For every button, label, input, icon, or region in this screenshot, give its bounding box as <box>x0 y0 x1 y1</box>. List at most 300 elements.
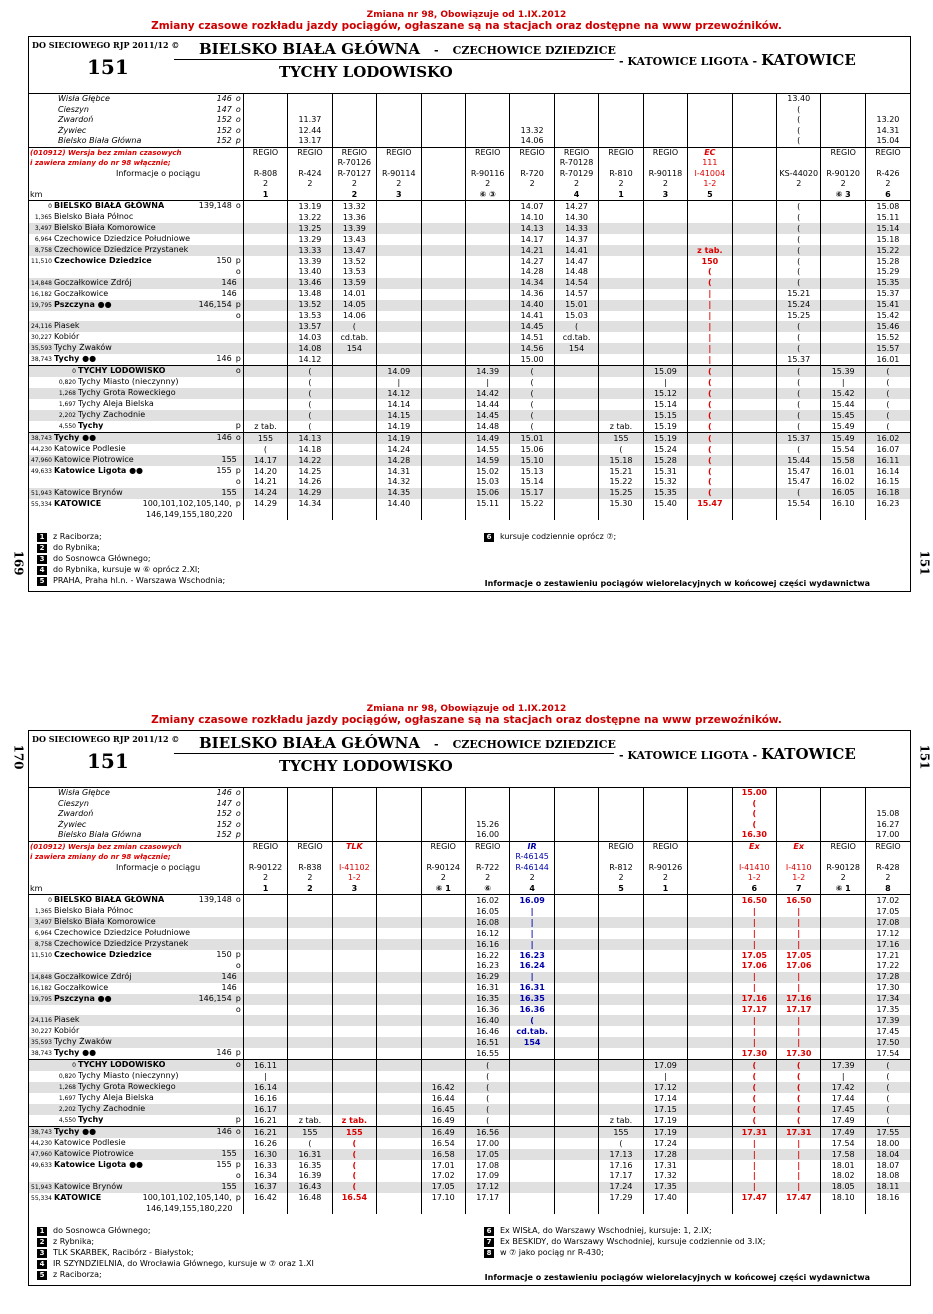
arr-dep: p <box>235 1115 241 1124</box>
time-cell: | <box>465 377 509 388</box>
km-value: 30,227 <box>31 334 52 341</box>
time-cell: 16.23 <box>465 961 509 972</box>
station-cell <box>29 201 243 213</box>
time-cell <box>332 961 376 972</box>
route-via: - KATOWICE LIGOTA - <box>619 55 758 68</box>
time-cell: 17.40 <box>643 1193 687 1204</box>
train-no0 <box>821 852 865 863</box>
origin-name: Bielsko Biała Główna <box>58 830 142 840</box>
origin-time: 16.27 <box>865 820 910 831</box>
time-cell <box>421 300 465 311</box>
time-cell <box>599 332 643 343</box>
time-cell: 14.39 <box>465 366 509 378</box>
station-ref <box>221 289 240 299</box>
station-name: Goczałkowice Zdrój <box>54 277 132 287</box>
km-value: 0,820 <box>58 1073 76 1080</box>
time-cell: 154 <box>332 343 376 354</box>
time-cell <box>510 1104 554 1115</box>
station-cell <box>29 928 243 939</box>
station-cell <box>29 433 243 445</box>
time-cell: ( <box>865 1060 910 1072</box>
time-cell: 15.57 <box>865 343 910 354</box>
time-cell: ( <box>777 1115 821 1127</box>
time-cell <box>288 1015 332 1026</box>
time-cell: 15.35 <box>865 278 910 289</box>
station-name: Tychy Miasto (nieczynny) <box>78 377 179 386</box>
train-header-row <box>29 873 910 884</box>
origin-time <box>510 820 554 831</box>
time-cell <box>243 366 287 378</box>
time-cell: 15.49 <box>821 433 865 445</box>
station-cell <box>29 1005 243 1016</box>
time-cell <box>465 343 509 354</box>
station-name: Katowice Piotrowice <box>54 1149 134 1158</box>
origin-time: ( <box>732 820 776 831</box>
footnote-text: do Rybnika; <box>53 543 100 552</box>
empty-cell <box>465 510 509 521</box>
train-fn: 8 <box>865 884 910 895</box>
time-cell <box>821 983 865 994</box>
time-cell <box>332 939 376 950</box>
time-cell <box>821 939 865 950</box>
time-cell: 15.46 <box>865 321 910 332</box>
km-value: 8,758 <box>34 247 52 254</box>
time-cell <box>465 256 509 267</box>
origin-time <box>554 94 598 105</box>
ref-tables: 146 <box>216 1127 232 1136</box>
station-name: Piasek <box>54 1015 80 1024</box>
origin-time <box>599 799 643 810</box>
km-value: 44,230 <box>31 446 52 453</box>
station-ref <box>232 366 241 376</box>
time-cell <box>288 939 332 950</box>
train-cat: Ex <box>777 841 821 852</box>
katowice-refs <box>29 1204 243 1215</box>
time-cell <box>243 1005 287 1016</box>
time-cell <box>554 466 598 477</box>
time-cell: 13.29 <box>288 234 332 245</box>
time-cell: 17.28 <box>865 972 910 983</box>
train-cls <box>732 179 776 190</box>
km-value: 1,365 <box>34 214 52 221</box>
time-cell <box>554 1115 598 1127</box>
time-cell <box>421 950 465 961</box>
train-no0: 111 <box>688 158 732 169</box>
time-cell <box>377 1082 421 1093</box>
time-cell: ( <box>510 1015 554 1026</box>
time-cell: 17.30 <box>777 1048 821 1060</box>
origin-time: 14.06 <box>510 136 554 147</box>
km-value: 38,743 <box>31 1129 52 1136</box>
time-cell <box>332 444 376 455</box>
origin-time <box>421 94 465 105</box>
time-cell <box>643 311 687 322</box>
time-cell <box>643 223 687 234</box>
origin-name: Cieszyn <box>58 798 89 808</box>
station-cell <box>29 466 243 477</box>
station-ref <box>232 267 241 277</box>
station-ref <box>237 444 241 454</box>
train-cls: 2 <box>288 179 332 190</box>
train-header-row <box>29 158 910 169</box>
time-cell: 13.40 <box>288 267 332 278</box>
time-cell <box>599 377 643 388</box>
time-cell: 155 <box>599 433 643 445</box>
km-value: 11,510 <box>31 258 52 265</box>
origin-time <box>465 94 509 105</box>
time-cell <box>732 343 776 354</box>
time-cell <box>732 311 776 322</box>
time-cell <box>288 1082 332 1093</box>
origin-time <box>554 115 598 126</box>
time-cell <box>732 377 776 388</box>
time-cell: 17.05 <box>465 1149 509 1160</box>
time-cell: | <box>732 1138 776 1149</box>
time-cell <box>332 455 376 466</box>
time-cell <box>643 289 687 300</box>
origin-ref <box>217 105 241 115</box>
origin-time <box>554 799 598 810</box>
time-cell: ( <box>510 388 554 399</box>
origin-time <box>421 126 465 137</box>
time-cell <box>377 1060 421 1072</box>
train-fn: 4 <box>510 884 554 895</box>
time-cell <box>732 300 776 311</box>
time-cell <box>688 1093 732 1104</box>
train-cat: IR <box>510 841 554 852</box>
origin-time <box>243 820 287 831</box>
station-cell <box>29 234 243 245</box>
time-cell: ( <box>688 477 732 488</box>
origin-time: 17.00 <box>865 830 910 841</box>
origin-time <box>377 126 421 137</box>
arr-dep: p <box>235 1192 241 1202</box>
time-cell: | <box>643 377 687 388</box>
arr-dep: o <box>235 819 241 829</box>
empty-cell <box>777 1204 821 1215</box>
station-row <box>29 332 910 343</box>
origin-time <box>688 809 732 820</box>
station-cell <box>29 321 243 332</box>
station-row <box>29 433 910 445</box>
train-cls: 2 <box>821 873 865 884</box>
time-cell <box>510 1171 554 1182</box>
km-value: 47,960 <box>31 1151 52 1158</box>
time-cell <box>554 972 598 983</box>
station-ref <box>237 234 241 244</box>
footnote <box>484 1236 765 1247</box>
time-cell: | <box>688 343 732 354</box>
time-cell <box>554 1093 598 1104</box>
time-cell: 14.18 <box>288 444 332 455</box>
time-cell <box>688 939 732 950</box>
time-cell <box>732 366 776 378</box>
time-cell <box>377 1048 421 1060</box>
time-cell <box>243 939 287 950</box>
time-cell <box>688 972 732 983</box>
time-cell <box>421 1071 465 1082</box>
time-cell <box>732 488 776 499</box>
station-name: Piasek <box>54 321 80 330</box>
time-cell: 17.31 <box>643 1160 687 1171</box>
origin-time <box>243 799 287 810</box>
ref-tables: 146 <box>216 788 232 797</box>
time-cell <box>821 1015 865 1026</box>
station-name: Bielsko Biała Komorowice <box>54 917 156 926</box>
origin-time: ( <box>777 136 821 147</box>
km-value: 1,268 <box>58 390 76 397</box>
time-cell <box>643 300 687 311</box>
train-fn: ⑥ 1 <box>821 884 865 895</box>
time-cell <box>599 1082 643 1093</box>
origin-time <box>421 136 465 147</box>
origin-time <box>599 788 643 799</box>
time-cell <box>465 267 509 278</box>
time-cell: 15.13 <box>510 466 554 477</box>
station-cell <box>29 289 243 300</box>
bottom-info: Informacje o zestawieniu pociągów wielorelacyjnych w końcowej części wydawnictwa <box>484 1273 870 1282</box>
time-cell: 16.49 <box>421 1115 465 1127</box>
time-cell <box>554 1104 598 1115</box>
time-cell: | <box>688 289 732 300</box>
train-fn: 1 <box>599 190 643 201</box>
time-cell <box>465 300 509 311</box>
time-cell: 14.35 <box>377 488 421 499</box>
empty-cell <box>554 1204 598 1215</box>
time-cell: 15.11 <box>465 499 509 510</box>
train-cls: 2 <box>777 179 821 190</box>
route-start: BIELSKO BIAŁA GŁÓWNA <box>199 40 420 58</box>
time-cell <box>732 388 776 399</box>
station-row <box>29 1127 910 1139</box>
time-cell <box>599 289 643 300</box>
origin-ref <box>217 115 241 125</box>
time-cell: ( <box>777 488 821 499</box>
time-cell <box>377 343 421 354</box>
origin-time <box>377 94 421 105</box>
arr-dep: o <box>235 267 241 276</box>
origin-time <box>332 105 376 116</box>
time-cell <box>332 1060 376 1072</box>
time-cell <box>732 455 776 466</box>
origin-time <box>643 788 687 799</box>
origin-time <box>288 94 332 105</box>
footnote-marker: 6 <box>484 1227 494 1236</box>
time-cell <box>332 1093 376 1104</box>
time-cell: 14.55 <box>465 444 509 455</box>
time-cell: 15.37 <box>865 289 910 300</box>
origin-name: Bielsko Biała Główna <box>58 136 142 146</box>
time-cell: 18.02 <box>821 1171 865 1182</box>
time-cell <box>421 455 465 466</box>
time-cell <box>243 1037 287 1048</box>
time-cell: ( <box>732 1071 776 1082</box>
time-cell: 13.48 <box>288 289 332 300</box>
time-cell: 13.33 <box>288 245 332 256</box>
time-cell: | <box>777 1149 821 1160</box>
time-cell <box>288 1104 332 1115</box>
time-cell: ( <box>599 1138 643 1149</box>
arr-dep: p <box>235 421 241 430</box>
time-cell <box>643 1015 687 1026</box>
time-cell <box>243 928 287 939</box>
time-cell: 13.43 <box>332 234 376 245</box>
origin-name: Zwardoń <box>58 809 94 819</box>
km-value: 16,182 <box>31 984 52 992</box>
km-value: 30,227 <box>31 1028 52 1035</box>
train-cat <box>777 147 821 158</box>
origin-time: ( <box>777 105 821 116</box>
train-cat: REGIO <box>510 147 554 158</box>
station-name: Czechowice Dziedzice <box>54 256 152 265</box>
time-cell <box>554 1048 598 1060</box>
time-cell <box>688 1060 732 1072</box>
time-cell: 17.02 <box>421 1171 465 1182</box>
station-name: Katowice Podlesie <box>54 444 126 453</box>
time-cell <box>288 961 332 972</box>
time-cell <box>688 1048 732 1060</box>
time-cell: 16.42 <box>243 1193 287 1204</box>
station-cell <box>29 1015 243 1026</box>
station-cell <box>29 983 243 994</box>
time-cell <box>599 972 643 983</box>
train-no0 <box>332 852 376 863</box>
time-cell <box>288 1071 332 1082</box>
origin-time: 11.37 <box>288 115 332 126</box>
time-cell: 14.34 <box>288 499 332 510</box>
station-cell <box>29 212 243 223</box>
time-cell: 14.48 <box>554 267 598 278</box>
train-no0 <box>465 158 509 169</box>
time-cell: 17.05 <box>865 906 910 917</box>
origin-time <box>243 136 287 147</box>
train-cat: REGIO <box>377 147 421 158</box>
origin-time <box>688 799 732 810</box>
time-cell: 16.14 <box>243 1082 287 1093</box>
origin-time <box>777 788 821 799</box>
train-fn <box>554 884 598 895</box>
time-cell: 16.43 <box>288 1182 332 1193</box>
train-header-row <box>29 190 910 201</box>
route-title-1 <box>199 734 616 752</box>
time-cell: 16.07 <box>865 444 910 455</box>
station-ref <box>232 477 241 487</box>
time-cell <box>643 354 687 366</box>
origin-time <box>554 830 598 841</box>
footnote-text: w ⑦ jako pociąg nr R-430; <box>500 1248 604 1257</box>
train-cat <box>421 147 465 158</box>
station-ref <box>199 994 241 1004</box>
time-cell: 14.42 <box>465 388 509 399</box>
time-cell: 17.42 <box>821 1082 865 1093</box>
station-cell <box>29 906 243 917</box>
time-cell: 17.12 <box>865 928 910 939</box>
time-cell <box>821 201 865 213</box>
origin-time <box>332 799 376 810</box>
origin-time <box>332 788 376 799</box>
origin-time <box>599 136 643 147</box>
time-cell: 17.05 <box>777 950 821 961</box>
time-cell <box>421 1005 465 1016</box>
time-cell <box>332 983 376 994</box>
time-cell: 16.48 <box>288 1193 332 1204</box>
header-label-text: i zawiera zmiany do nr 98 włącznie; <box>30 853 171 862</box>
time-cell: 16.14 <box>865 466 910 477</box>
time-cell: ( <box>777 444 821 455</box>
footnote <box>37 564 200 575</box>
train-fn <box>688 884 732 895</box>
time-cell: | <box>821 377 865 388</box>
time-cell: cd.tab. <box>554 332 598 343</box>
time-cell: 14.28 <box>510 267 554 278</box>
train-no: R-426 <box>865 169 910 180</box>
station-ref <box>237 245 241 255</box>
km-value: 0 <box>48 897 52 904</box>
origin-time <box>288 788 332 799</box>
origin-time: 13.40 <box>777 94 821 105</box>
time-cell: 17.14 <box>643 1093 687 1104</box>
station-name: Tychy <box>78 421 104 430</box>
time-cell: ( <box>777 421 821 433</box>
km-value: 38,743 <box>31 356 52 363</box>
station-name: Tychy ●● <box>54 1048 97 1057</box>
time-cell <box>599 950 643 961</box>
station-cell <box>29 961 243 972</box>
station-cell <box>29 1104 243 1115</box>
time-cell: 18.08 <box>865 1171 910 1182</box>
time-cell <box>643 245 687 256</box>
time-cell <box>643 972 687 983</box>
time-cell <box>821 343 865 354</box>
time-cell <box>554 388 598 399</box>
time-cell: ( <box>688 433 732 445</box>
station-row <box>29 212 910 223</box>
time-cell: 17.19 <box>643 1115 687 1127</box>
time-cell <box>377 300 421 311</box>
train-header-row <box>29 863 910 874</box>
time-cell: | <box>732 1026 776 1037</box>
time-cell <box>288 1005 332 1016</box>
time-cell: 15.37 <box>777 433 821 445</box>
time-cell <box>643 278 687 289</box>
train-no0 <box>643 852 687 863</box>
station-row <box>29 321 910 332</box>
footnote-marker: 8 <box>484 1249 494 1258</box>
time-cell <box>643 1048 687 1060</box>
time-cell: | <box>777 1037 821 1048</box>
time-cell: 15.39 <box>821 366 865 378</box>
time-cell: | <box>777 1026 821 1037</box>
origin-time <box>465 809 509 820</box>
time-cell: ( <box>732 1060 776 1072</box>
time-cell <box>599 983 643 994</box>
time-cell <box>243 377 287 388</box>
time-cell: | <box>732 1149 776 1160</box>
time-cell <box>243 410 287 421</box>
station-row <box>29 972 910 983</box>
ref-tables: 139,148 <box>198 201 232 210</box>
station-row <box>29 311 910 322</box>
station-name: BIELSKO BIAŁA GŁÓWNA <box>54 201 165 210</box>
time-cell: 17.02 <box>865 895 910 907</box>
origin-time <box>777 809 821 820</box>
station-ref <box>216 1160 240 1170</box>
time-cell <box>599 410 643 421</box>
origin-time <box>821 809 865 820</box>
train-no: R-90114 <box>377 169 421 180</box>
time-cell <box>554 499 598 510</box>
origin-time <box>688 788 732 799</box>
